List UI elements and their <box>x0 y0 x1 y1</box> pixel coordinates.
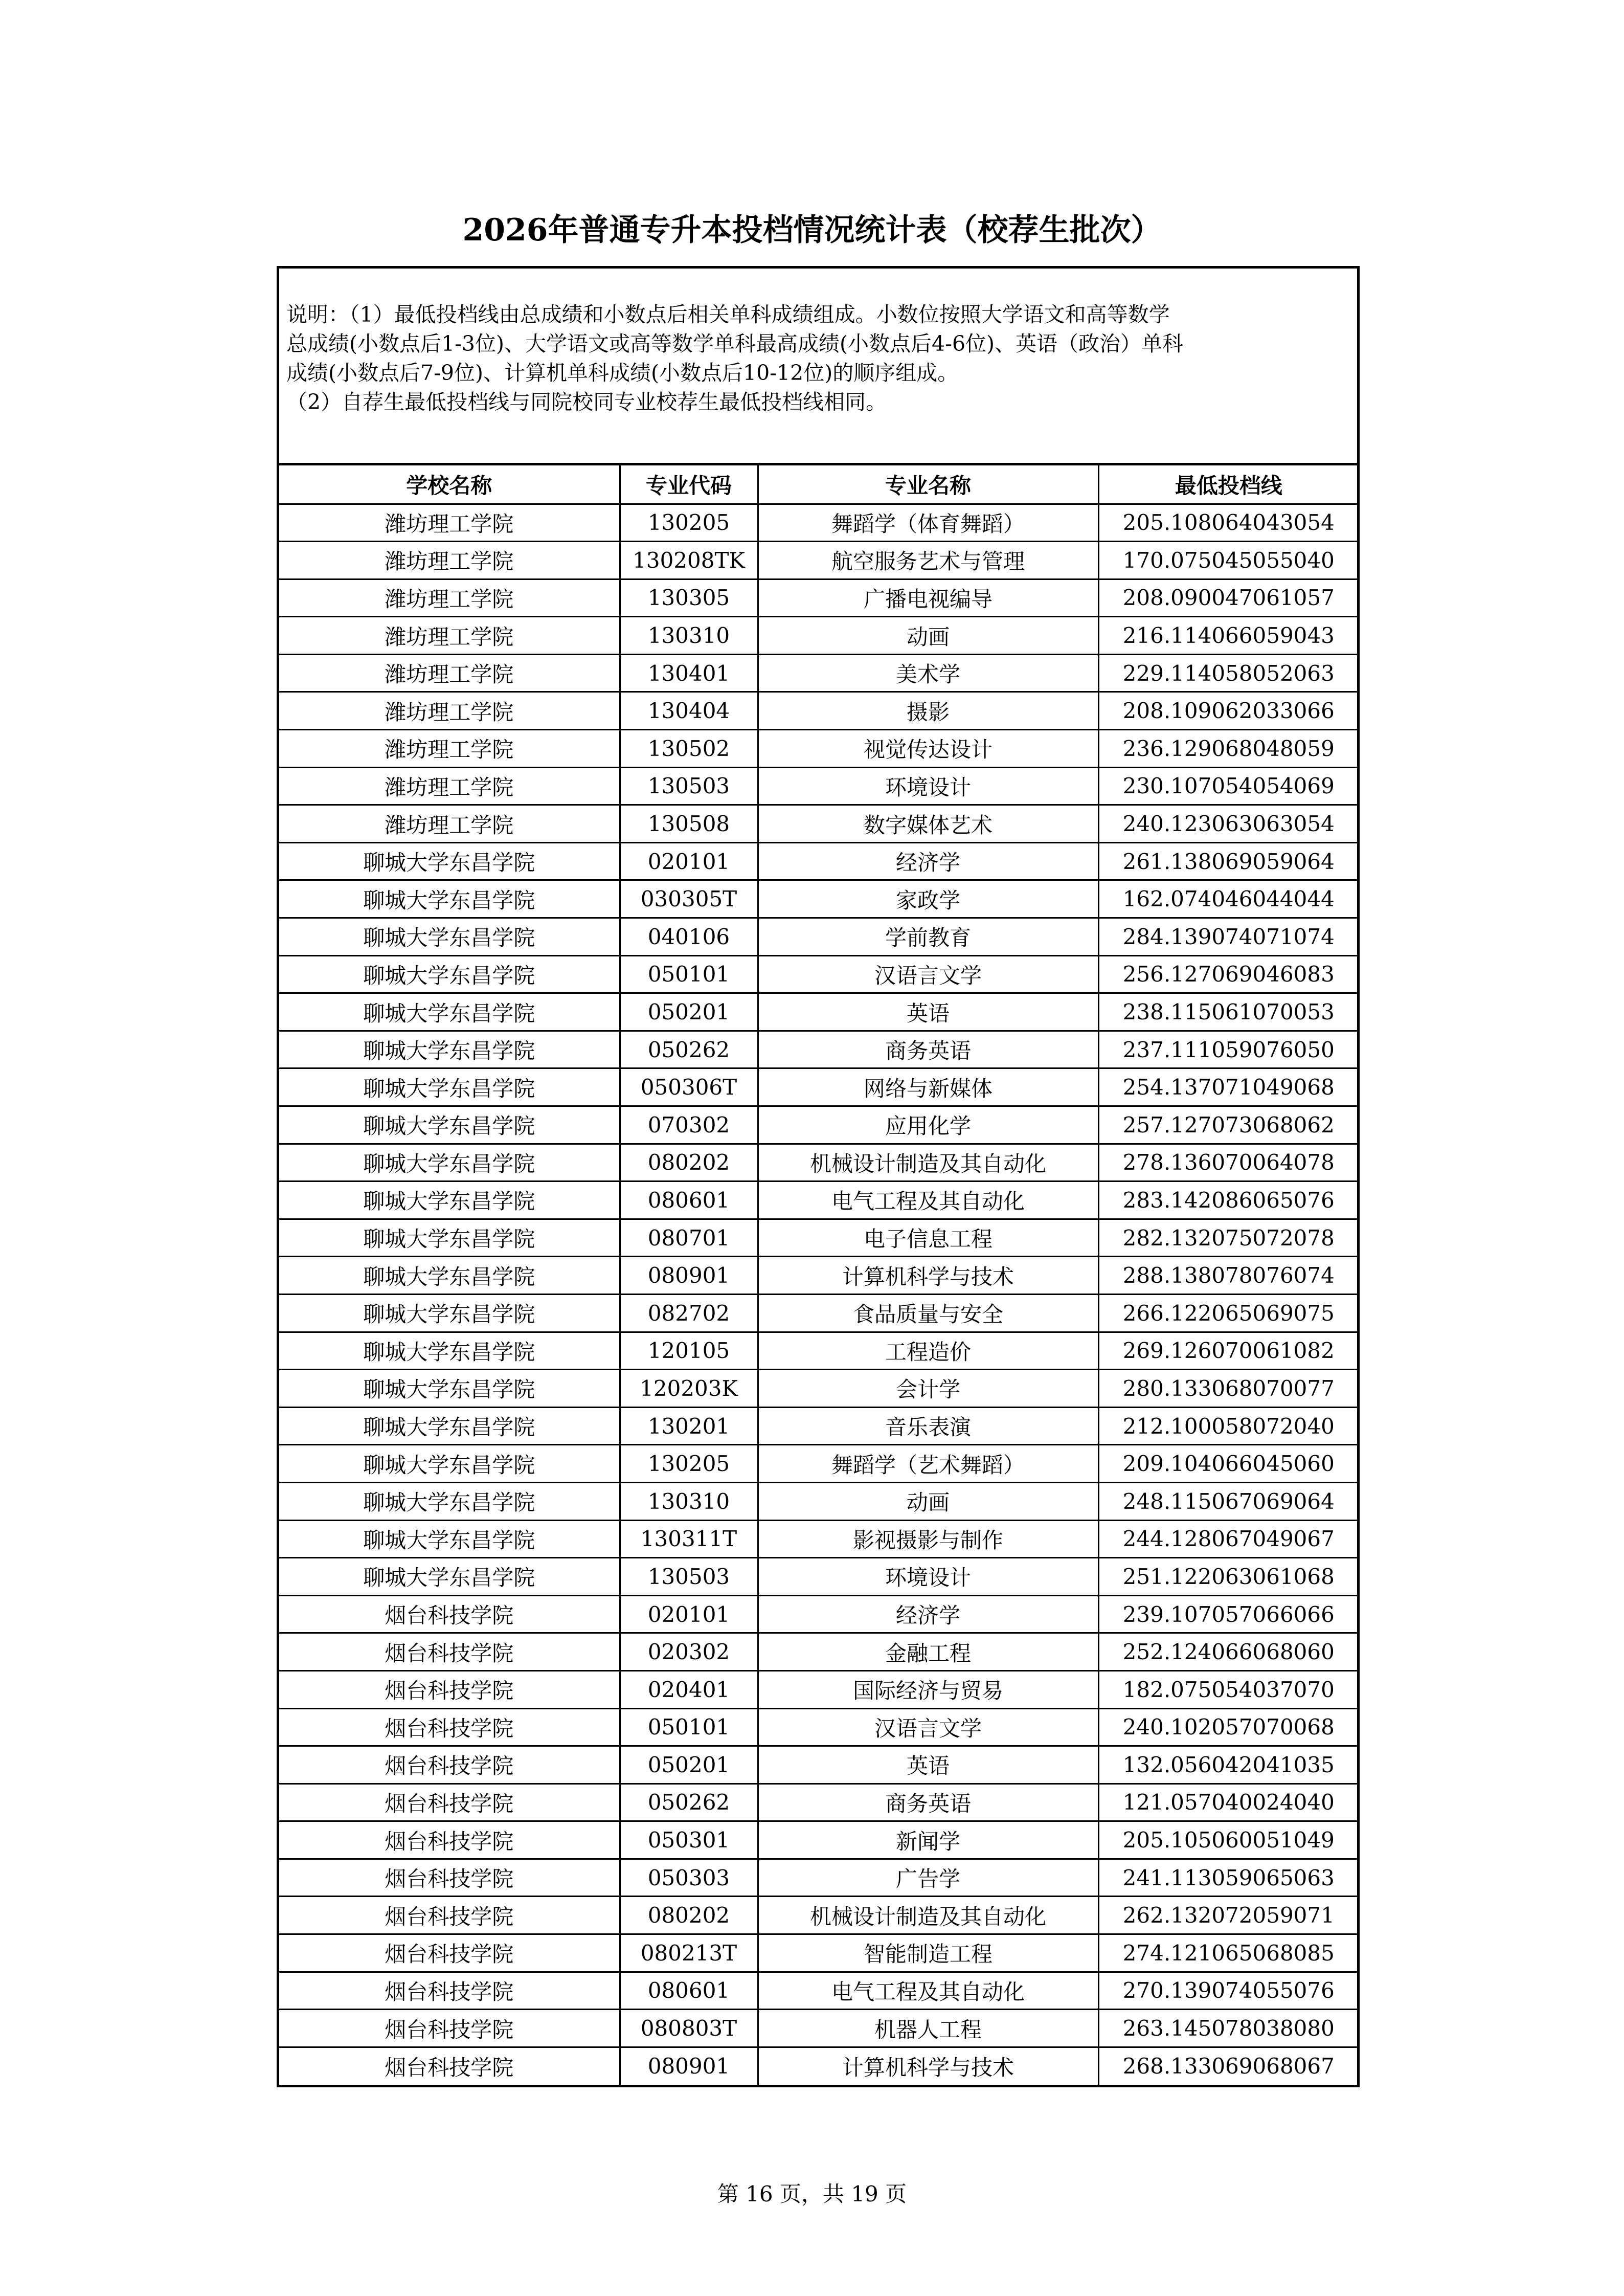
major-name-cell: 电气工程及其自动化 <box>758 1182 1098 1219</box>
min-score-cell: 238.115061070053 <box>1098 993 1358 1031</box>
table-row <box>279 842 1358 880</box>
school-name-cell: 烟台科技学院 <box>279 1897 620 1934</box>
table-row <box>279 1746 1358 1784</box>
statistics-sheet <box>277 266 1360 2087</box>
min-score-cell: 263.145078038080 <box>1098 2010 1358 2047</box>
min-score-cell: 251.122063061068 <box>1098 1558 1358 1596</box>
table-row <box>279 1294 1358 1332</box>
table-row <box>279 805 1358 843</box>
table-row <box>279 1972 1358 2010</box>
school-name-cell: 聊城大学东昌学院 <box>279 1558 620 1596</box>
note-line: （2）自荐生最低投档线与同院校同专业校荐生最低投档线相同。 <box>286 390 887 414</box>
table-row <box>279 1106 1358 1144</box>
school-name-cell: 聊城大学东昌学院 <box>279 1068 620 1106</box>
note-line: 说明：（1）最低投档线由总成绩和小数点后相关单科成绩组成。小数位按照大学语文和高等数学 <box>286 302 1170 327</box>
major-name-cell: 电子信息工程 <box>758 1219 1098 1257</box>
table-row <box>279 2010 1358 2047</box>
major-name-cell: 汉语言文学 <box>758 955 1098 993</box>
table-row <box>279 1445 1358 1483</box>
major-code-cell: 020101 <box>620 842 758 880</box>
school-name-cell: 聊城大学东昌学院 <box>279 1407 620 1445</box>
school-name-cell: 烟台科技学院 <box>279 1708 620 1746</box>
table-row <box>279 1482 1358 1520</box>
school-name-cell: 潍坊理工学院 <box>279 542 620 579</box>
major-name-cell: 影视摄影与制作 <box>758 1520 1098 1558</box>
min-score-cell: 252.124066068060 <box>1098 1633 1358 1671</box>
table-row <box>279 993 1358 1031</box>
major-name-cell: 摄影 <box>758 692 1098 730</box>
table-body <box>279 504 1358 2085</box>
major-name-cell: 智能制造工程 <box>758 1934 1098 1972</box>
table-row <box>279 1370 1358 1408</box>
major-code-cell: 030305T <box>620 880 758 918</box>
school-name-cell: 聊城大学东昌学院 <box>279 955 620 993</box>
school-name-cell: 潍坊理工学院 <box>279 617 620 655</box>
min-score-cell: 257.127073068062 <box>1098 1106 1358 1144</box>
table-row <box>279 1144 1358 1182</box>
major-code-cell: 130503 <box>620 767 758 805</box>
min-score-cell: 248.115067069064 <box>1098 1482 1358 1520</box>
major-name-cell: 会计学 <box>758 1370 1098 1408</box>
major-code-cell: 050262 <box>620 1784 758 1821</box>
major-code-cell: 050306T <box>620 1068 758 1106</box>
school-name-cell: 烟台科技学院 <box>279 1934 620 1972</box>
table-row <box>279 2047 1358 2085</box>
min-score-cell: 182.075054037070 <box>1098 1670 1358 1708</box>
min-score-cell: 274.121065068085 <box>1098 1934 1358 1972</box>
min-score-cell: 170.075045055040 <box>1098 542 1358 579</box>
major-code-cell: 120203K <box>620 1370 758 1408</box>
major-name-cell: 动画 <box>758 617 1098 655</box>
school-name-cell: 聊城大学东昌学院 <box>279 1106 620 1144</box>
explanation-notes <box>279 269 1357 465</box>
min-score-cell: 216.114066059043 <box>1098 617 1358 655</box>
min-score-cell: 241.113059065063 <box>1098 1859 1358 1897</box>
major-name-cell: 美术学 <box>758 654 1098 692</box>
min-score-cell: 244.128067049067 <box>1098 1520 1358 1558</box>
school-name-cell: 聊城大学东昌学院 <box>279 1219 620 1257</box>
major-name-cell: 家政学 <box>758 880 1098 918</box>
major-name-cell: 音乐表演 <box>758 1407 1098 1445</box>
major-name-cell: 环境设计 <box>758 767 1098 805</box>
school-name-cell: 聊城大学东昌学院 <box>279 1031 620 1068</box>
table-row <box>279 1670 1358 1708</box>
major-code-cell: 130201 <box>620 1407 758 1445</box>
table-row <box>279 579 1358 617</box>
major-name-cell: 机械设计制造及其自动化 <box>758 1897 1098 1934</box>
school-name-cell: 潍坊理工学院 <box>279 767 620 805</box>
major-name-cell: 经济学 <box>758 1595 1098 1633</box>
major-name-cell: 网络与新媒体 <box>758 1068 1098 1106</box>
table-row <box>279 542 1358 579</box>
min-score-cell: 212.100058072040 <box>1098 1407 1358 1445</box>
table-row <box>279 1558 1358 1596</box>
major-code-cell: 130401 <box>620 654 758 692</box>
school-name-cell: 烟台科技学院 <box>279 1859 620 1897</box>
major-name-cell: 环境设计 <box>758 1558 1098 1596</box>
major-name-cell: 汉语言文学 <box>758 1708 1098 1746</box>
school-name-cell: 聊城大学东昌学院 <box>279 1144 620 1182</box>
major-name-cell: 航空服务艺术与管理 <box>758 542 1098 579</box>
min-score-cell: 240.123063063054 <box>1098 805 1358 843</box>
table-row <box>279 1068 1358 1106</box>
major-name-cell: 计算机科学与技术 <box>758 1257 1098 1295</box>
table-row <box>279 1520 1358 1558</box>
school-name-cell: 聊城大学东昌学院 <box>279 880 620 918</box>
min-score-cell: 278.136070064078 <box>1098 1144 1358 1182</box>
school-name-cell: 烟台科技学院 <box>279 1821 620 1859</box>
major-name-cell: 英语 <box>758 1746 1098 1784</box>
min-score-cell: 283.142086065076 <box>1098 1182 1358 1219</box>
min-score-cell: 208.090047061057 <box>1098 579 1358 617</box>
school-name-cell: 潍坊理工学院 <box>279 579 620 617</box>
min-score-cell: 230.107054054069 <box>1098 767 1358 805</box>
major-code-cell: 082702 <box>620 1294 758 1332</box>
major-name-cell: 计算机科学与技术 <box>758 2047 1098 2085</box>
major-name-cell: 应用化学 <box>758 1106 1098 1144</box>
min-score-cell: 284.139074071074 <box>1098 918 1358 956</box>
major-name-cell: 新闻学 <box>758 1821 1098 1859</box>
school-name-cell: 聊城大学东昌学院 <box>279 1370 620 1408</box>
table-row <box>279 1332 1358 1370</box>
column-header-major-code: 专业代码 <box>620 465 758 504</box>
table-row <box>279 1031 1358 1068</box>
major-name-cell: 数字媒体艺术 <box>758 805 1098 843</box>
school-name-cell: 聊城大学东昌学院 <box>279 1520 620 1558</box>
major-name-cell: 工程造价 <box>758 1332 1098 1370</box>
table-row <box>279 1257 1358 1295</box>
table-row <box>279 1633 1358 1671</box>
major-name-cell: 食品质量与安全 <box>758 1294 1098 1332</box>
note-line: 总成绩(小数点后1-3位)、大学语文或高等数学单科最高成绩(小数点后4-6位)、英语（政治）单科 <box>286 331 1184 356</box>
school-name-cell: 潍坊理工学院 <box>279 654 620 692</box>
min-score-cell: 239.107057066066 <box>1098 1595 1358 1633</box>
major-code-cell: 050201 <box>620 993 758 1031</box>
major-code-cell: 050262 <box>620 1031 758 1068</box>
major-name-cell: 英语 <box>758 993 1098 1031</box>
min-score-cell: 280.133068070077 <box>1098 1370 1358 1408</box>
table-row <box>279 1708 1358 1746</box>
major-code-cell: 130502 <box>620 730 758 768</box>
school-name-cell: 烟台科技学院 <box>279 1670 620 1708</box>
school-name-cell: 烟台科技学院 <box>279 1595 620 1633</box>
min-score-cell: 256.127069046083 <box>1098 955 1358 993</box>
major-name-cell: 金融工程 <box>758 1633 1098 1671</box>
major-name-cell: 广告学 <box>758 1859 1098 1897</box>
table-row <box>279 654 1358 692</box>
note-line: 成绩(小数点后7-9位)、计算机单科成绩(小数点后10-12位)的顺序组成。 <box>286 361 959 385</box>
major-code-cell: 070302 <box>620 1106 758 1144</box>
major-code-cell: 130404 <box>620 692 758 730</box>
major-code-cell: 020401 <box>620 1670 758 1708</box>
school-name-cell: 烟台科技学院 <box>279 1746 620 1784</box>
min-score-cell: 254.137071049068 <box>1098 1068 1358 1106</box>
table-row <box>279 1821 1358 1859</box>
major-code-cell: 130310 <box>620 617 758 655</box>
major-name-cell: 广播电视编导 <box>758 579 1098 617</box>
min-score-cell: 132.056042041035 <box>1098 1746 1358 1784</box>
column-header-major-name: 专业名称 <box>758 465 1098 504</box>
school-name-cell: 聊城大学东昌学院 <box>279 918 620 956</box>
school-name-cell: 潍坊理工学院 <box>279 692 620 730</box>
school-name-cell: 烟台科技学院 <box>279 2010 620 2047</box>
min-score-cell: 261.138069059064 <box>1098 842 1358 880</box>
table-row <box>279 1182 1358 1219</box>
school-name-cell: 聊城大学东昌学院 <box>279 1332 620 1370</box>
major-name-cell: 机械设计制造及其自动化 <box>758 1144 1098 1182</box>
table-row <box>279 767 1358 805</box>
major-name-cell: 学前教育 <box>758 918 1098 956</box>
school-name-cell: 潍坊理工学院 <box>279 805 620 843</box>
major-code-cell: 050301 <box>620 1821 758 1859</box>
school-name-cell: 烟台科技学院 <box>279 1972 620 2010</box>
major-code-cell: 050303 <box>620 1859 758 1897</box>
table-row <box>279 504 1358 542</box>
min-score-cell: 268.133069068067 <box>1122 2054 1335 2079</box>
major-code-cell: 080202 <box>620 1144 758 1182</box>
school-name-cell: 烟台科技学院 <box>279 1784 620 1821</box>
major-code-cell: 080601 <box>620 1182 758 1219</box>
column-header-school: 学校名称 <box>279 465 620 504</box>
page-number: 第 16 页，共 19 页 <box>717 2181 907 2206</box>
major-code-cell: 050101 <box>620 955 758 993</box>
major-code-cell: 040106 <box>620 918 758 956</box>
min-score-cell: 162.074046044044 <box>1098 880 1358 918</box>
major-code-cell: 080213T <box>620 1934 758 1972</box>
major-name-cell: 舞蹈学（体育舞蹈） <box>758 504 1098 542</box>
major-code-cell: 080601 <box>620 1972 758 2010</box>
major-name-cell: 机器人工程 <box>758 2010 1098 2047</box>
table-row <box>279 918 1358 956</box>
major-code-cell: 130310 <box>620 1482 758 1520</box>
major-code-cell: 020302 <box>620 1633 758 1671</box>
major-name-cell: 舞蹈学（艺术舞蹈） <box>758 1445 1098 1483</box>
table-row <box>279 955 1358 993</box>
major-name-cell: 动画 <box>758 1482 1098 1520</box>
table-row <box>279 1934 1358 1972</box>
school-name-cell: 潍坊理工学院 <box>279 730 620 768</box>
major-code-cell: 130311T <box>620 1520 758 1558</box>
school-name-cell: 烟台科技学院 <box>279 1633 620 1671</box>
column-header-min-score: 最低投档线 <box>1098 465 1358 504</box>
major-name-cell: 商务英语 <box>758 1784 1098 1821</box>
school-name-cell: 聊城大学东昌学院 <box>279 1257 620 1295</box>
school-name-cell: 聊城大学东昌学院 <box>279 1182 620 1219</box>
min-score-cell: 205.108064043054 <box>1098 504 1358 542</box>
school-name-cell: 聊城大学东昌学院 <box>279 1294 620 1332</box>
major-code-cell: 080202 <box>620 1897 758 1934</box>
table-row <box>279 1407 1358 1445</box>
admission-table <box>279 465 1358 2085</box>
school-name-cell: 烟台科技学院 <box>279 2047 620 2085</box>
table-row <box>279 1219 1358 1257</box>
major-code-cell: 130205 <box>620 1445 758 1483</box>
major-code-cell: 130508 <box>620 805 758 843</box>
major-name-cell: 商务英语 <box>758 1031 1098 1068</box>
school-name-cell: 聊城大学东昌学院 <box>279 1482 620 1520</box>
table-row <box>279 1595 1358 1633</box>
min-score-cell: 205.105060051049 <box>1098 1821 1358 1859</box>
major-name-cell: 经济学 <box>758 842 1098 880</box>
min-score-cell: 269.126070061082 <box>1098 1332 1358 1370</box>
school-name-cell: 聊城大学东昌学院 <box>279 1445 620 1483</box>
min-score-cell: 229.114058052063 <box>1098 654 1358 692</box>
min-score-cell: 208.109062033066 <box>1098 692 1358 730</box>
major-name-cell: 国际经济与贸易 <box>758 1670 1098 1708</box>
major-code-cell: 080901 <box>620 1257 758 1295</box>
school-name-cell: 聊城大学东昌学院 <box>279 842 620 880</box>
min-score-cell: 288.138078076074 <box>1098 1257 1358 1295</box>
table-row <box>279 1784 1358 1821</box>
table-header-row <box>279 465 1358 504</box>
table-row <box>279 1859 1358 1897</box>
min-score-cell: 240.102057070068 <box>1098 1708 1358 1746</box>
table-row <box>279 880 1358 918</box>
school-name-cell: 潍坊理工学院 <box>279 504 620 542</box>
major-code-cell: 130208TK <box>620 542 758 579</box>
major-code-cell: 080901 <box>620 2047 758 2085</box>
page-title: 2026年普通专升本投档情况统计表（校荐生批次） <box>462 212 1162 248</box>
major-code-cell: 050201 <box>620 1746 758 1784</box>
major-code-cell: 080803T <box>620 2010 758 2047</box>
table-row <box>279 1897 1358 1934</box>
major-code-cell: 020101 <box>620 1595 758 1633</box>
table-row <box>279 730 1358 768</box>
min-score-cell: 262.132072059071 <box>1098 1897 1358 1934</box>
major-code-cell: 130305 <box>620 579 758 617</box>
major-name-cell: 视觉传达设计 <box>758 730 1098 768</box>
min-score-cell: 270.139074055076 <box>1098 1972 1358 2010</box>
major-code-cell: 050101 <box>620 1708 758 1746</box>
table-row <box>279 692 1358 730</box>
min-score-cell: 236.129068048059 <box>1098 730 1358 768</box>
min-score-cell: 237.111059076050 <box>1098 1031 1358 1068</box>
major-name-cell: 电气工程及其自动化 <box>758 1972 1098 2010</box>
min-score-cell: 266.122065069075 <box>1098 1294 1358 1332</box>
major-code-cell: 130205 <box>620 504 758 542</box>
min-score-cell: 121.057040024040 <box>1098 1784 1358 1821</box>
table-row <box>279 617 1358 655</box>
school-name-cell: 聊城大学东昌学院 <box>279 993 620 1031</box>
min-score-cell: 209.104066045060 <box>1098 1445 1358 1483</box>
major-code-cell: 120105 <box>620 1332 758 1370</box>
min-score-cell: 282.132075072078 <box>1098 1219 1358 1257</box>
major-code-cell: 130503 <box>620 1558 758 1596</box>
major-code-cell: 080701 <box>620 1219 758 1257</box>
